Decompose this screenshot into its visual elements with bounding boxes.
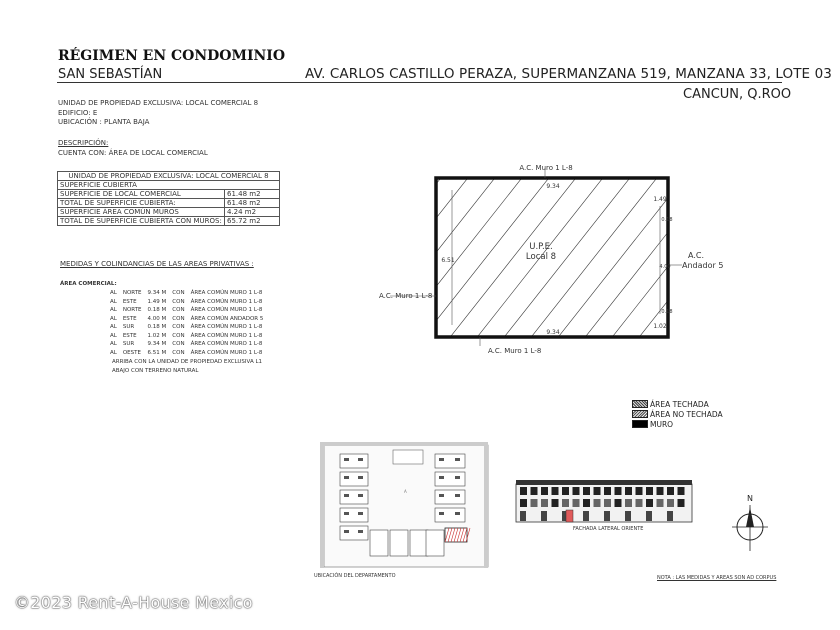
plan-dim-small-top: 0.18 [661,217,673,223]
boundary-cell: AL [110,349,117,356]
boundary-cell: ÁREA COMÚN MURO 1 L-8 [190,298,263,305]
description-text: CUENTA CON: ÁREA DE LOCAL COMERCIAL [58,148,208,157]
surface-table [57,171,280,226]
boundary-cell: ÁREA COMÚN MURO 1 L-8 [190,341,263,347]
boundary-cell: ÁREA COMÚN MURO 1 L-8 [190,290,263,296]
boundary-cell: CON [172,349,185,356]
boundary-cell: 4.00 M [147,315,167,322]
boundary-cell: AL [110,324,117,330]
boundary-cell: 9.34 M [147,290,167,296]
boundary-cell: ESTE [122,315,137,322]
surface-row-label: TOTAL DE SUPERFICIE CUBIERTA: [58,199,225,208]
boundary-cell: 9.34 M [147,341,167,347]
boundary-cell: CON [172,307,185,313]
boundary-cell: 0.18 M [147,307,167,313]
legend-label: ÁREA NO TECHADA [650,409,723,419]
facade-drawing [514,472,694,524]
plan-dim-right-bottom: 1.02 [653,323,667,330]
plan-dim-right-top: 1.49 [653,196,667,203]
boundary-cell: ESTE [122,298,137,305]
plan-top-label: A.C. Muro 1 L-8 [519,164,573,172]
surface-row-label: SUPERFICIE CUBIERTA [58,181,280,190]
description-block [58,139,208,158]
legend-label: MURO [650,419,674,429]
legend-item [632,419,723,429]
city: CANCUN, Q.ROO [683,87,792,102]
north-label: N [747,494,753,503]
boundary-cell: SUR [122,341,135,347]
location-caption: UBICACIÓN DEL DEPARTAMENTO [314,573,396,579]
boundary-row [107,323,266,332]
svg-text:A: A [404,489,407,494]
surface-row-value: 61.48 m2 [225,199,280,208]
boundary-cell: ÁREA COMÚN MURO 1 L-8 [190,349,263,356]
boundary-cell: OESTE [122,349,141,356]
boundary-cell: CON [172,341,185,347]
legend-swatch-roofed [632,400,648,408]
plan-left-label: A.C. Muro 1 L-8 [379,292,433,300]
boundary-cell: CON [172,332,185,339]
legend-item [632,399,723,409]
description-heading: DESCRIPCIÓN: [58,139,109,147]
boundary-row [107,306,266,315]
boundary-row [107,289,266,298]
unit-info [58,99,258,128]
note-caption: NOTA : LAS MEDIDAS Y AREAS SON AD CORPUS [657,575,777,581]
boundary-cell: CON [172,324,185,330]
surface-row-value: 61.48 m2 [225,190,280,199]
document-title: RÉGIMEN EN CONDOMINIO [58,48,286,64]
boundary-cell: 1.49 M [147,298,167,305]
unit-label-2: Local 8 [525,252,557,262]
boundaries-heading: MEDIDAS Y COLINDANCIAS DE LAS AREAS PRIVATIVAS : [60,260,254,268]
boundary-cell: ESTE [122,332,137,339]
boundary-cell: ÁREA COMÚN ANDADOR 5 [190,315,264,322]
legend [632,399,723,429]
boundary-cell: NORTE [122,307,142,313]
boundary-cell: AL [110,298,117,305]
plan-bottom-label: A.C. Muro 1 L-8 [488,347,542,355]
boundary-cell: AL [110,332,117,339]
floor-plan [370,160,724,360]
boundary-cell: SUR [122,324,135,330]
unit-line-1: UNIDAD DE PROPIEDAD EXCLUSIVA: LOCAL COMERCIAL 8 [58,99,259,107]
header-rule [57,82,782,83]
plan-right-label-1: A.C. [688,251,705,260]
boundary-cell: AL [110,341,117,347]
boundary-row [107,332,266,341]
boundary-row [107,315,266,324]
boundary-cell: AL [110,290,117,296]
boundary-cell: ÁREA COMÚN MURO 1 L-8 [190,324,263,330]
boundary-cell: AL [110,307,117,313]
address: AV. CARLOS CASTILLO PERAZA, SUPERMANZANA 519, MANZANA 33, LOTE 03 [305,66,832,82]
boundary-cell: ÁREA COMÚN MURO 1 L-8 [190,332,263,339]
watermark: ©2023 Rent-A-House Mexico [14,593,253,612]
document-subtitle: SAN SEBASTÍAN [58,67,163,82]
plan-dim-right-mid: 4.00 [659,264,671,270]
site-plan [318,440,498,575]
boundary-cell: NORTE [122,290,142,296]
facade-caption: FACHADA LATERAL ORIENTE [573,526,644,532]
legend-swatch-wall [632,420,648,428]
boundary-cell: 0.18 M [147,324,167,330]
legend-item [632,409,723,419]
boundary-cell: CON [172,315,185,322]
unit-line-3: UBICACIÓN : PLANTA BAJA [58,118,150,126]
boundary-cell: 1.02 M [147,332,167,339]
plan-dim-bottom: 9.34 [546,329,560,336]
note-line-2: ABAJO CON TERRENO NATURAL [112,367,199,374]
boundary-cell: CON [172,298,185,305]
surface-row-label: SUPERFICIE ÁREA COMÚN MUROS [58,208,225,217]
legend-label: ÁREA TECHADA [650,399,709,409]
legend-swatch-open [632,410,648,418]
boundary-cell: ÁREA COMÚN MURO 1 L-8 [190,307,263,313]
boundaries-table [107,289,266,357]
plan-dim-top: 9.34 [546,183,560,190]
plan-dim-small-bottom: 0.18 [661,309,673,315]
surface-row-value: 65.72 m2 [225,217,280,226]
boundary-row [107,298,266,307]
surface-row-value: 4.24 m2 [225,208,280,217]
plan-dim-left: 6.51 [441,257,455,264]
note-line-1: ARRIBA CON LA UNIDAD DE PROPIEDAD EXCLUSIVA L1 [112,359,263,365]
north-arrow-icon [728,493,772,553]
boundary-cell: CON [172,290,185,296]
unit-label-1: U.P.E. [529,242,553,252]
surface-row-label: TOTAL DE SUPERFICIE CUBIERTA CON MUROS: [58,217,225,226]
plan-right-label-2: Andador 5 [682,261,724,270]
boundary-row [107,340,266,349]
boundary-row [107,349,266,358]
unit-line-2: EDIFICIO: E [58,108,98,117]
surface-table-header: UNIDAD DE PROPIEDAD EXCLUSIVA: LOCAL COMERCIAL 8 [58,172,280,181]
boundaries-subheading: ÁREA COMERCIAL: [60,281,117,287]
boundary-cell: 6.51 M [147,349,167,356]
boundaries-note [112,358,262,375]
boundary-cell: AL [110,315,117,322]
surface-row-label: SUPERFICIE DE LOCAL COMERCIAL [58,190,225,199]
